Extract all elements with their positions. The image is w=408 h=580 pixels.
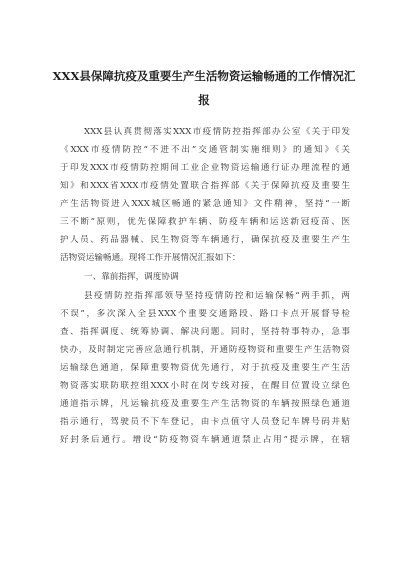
document-title-line-2: 报 bbox=[198, 93, 210, 107]
document-title-line-1: XXX县保障抗疫及重要生产生活物资运输畅通的工作情况汇 bbox=[52, 69, 356, 83]
body-line: 县疫情防控指挥部领导坚持疫情防控和运输保畅“两手抓，两 bbox=[84, 291, 350, 301]
body-line: 物资落实联防联控组XXX小时在岗专线对接，在醒目位置设立绿色 bbox=[60, 381, 350, 391]
body-line: 知》和XXX省XXX市疫情处置联合指挥部《关于保障抗疫及重要生 bbox=[60, 181, 350, 191]
body-line: 护人员、药品器械、民生物资等车辆通行，确保抗疫及重要生产生 bbox=[60, 235, 350, 245]
section-heading: 一、靠前指挥，调度协调 bbox=[84, 272, 179, 282]
body-line: 《XXX市疫情防控“不进不出”交通管制实施细则》的通知》《关 bbox=[60, 145, 350, 155]
body-line: 通道指示牌，凡运输抗疫及重要生产生活物资的车辆按照绿色通道 bbox=[60, 399, 350, 409]
body-line: 查、指挥调度、统筹协调、解决问题。同时，坚持特事特办，急事 bbox=[60, 327, 350, 337]
body-line: 好封条后通行。增设“防疫物资车辆通道禁止占用”提示牌，在辖 bbox=[60, 435, 350, 445]
body-line: 快办，及时制定完善应急通行机制，开通防疫物资和重要生产生活物资 bbox=[60, 345, 350, 355]
body-line: 指示通行，驾驶员不下车登记，由卡点值守人员登记车牌号码并贴 bbox=[60, 417, 350, 427]
body-line: 运输绿色通道，保障重要物资优先通行，对于抗疫及重要生产生活 bbox=[60, 363, 350, 373]
body-line: 产生活物资进入XXX城区畅通的紧急通知》文件精神，坚持“一断 bbox=[60, 199, 350, 209]
body-line: 不误”，多次深入全县XXX个重要交通路段、路口卡点开展督导检 bbox=[60, 309, 350, 319]
body-line: 三不断”原则，优先保障救护车辆、防疫车辆和运送新冠疫苗、医 bbox=[60, 217, 350, 227]
body-line: 活物资运输畅通。现将工作开展情况汇报如下： bbox=[60, 253, 241, 263]
body-line: 于印发XXX市疫情防控期间工业企业物资运输通行证办理流程的通 bbox=[60, 163, 350, 173]
body-line: XXX县认真贯彻落实XXX市疫情防控指挥部办公室《关于印发 bbox=[84, 127, 350, 137]
